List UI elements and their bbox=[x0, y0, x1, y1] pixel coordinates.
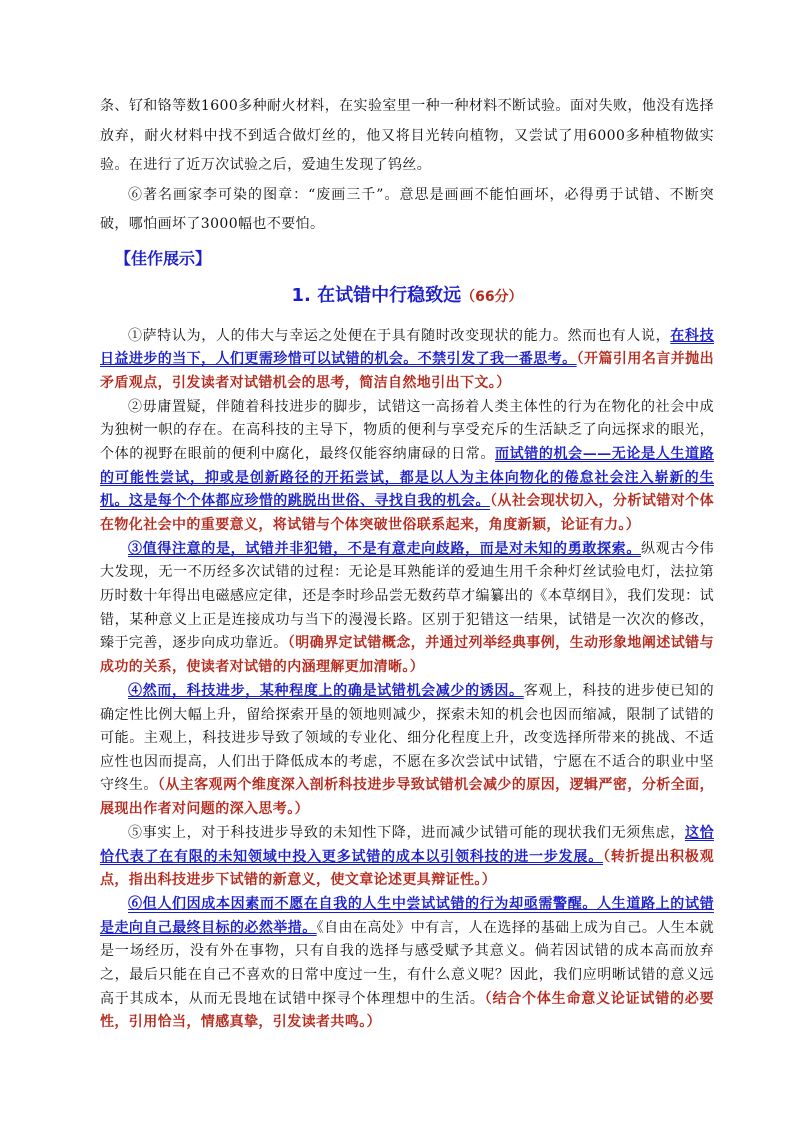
highlighted-sentence: 而试错的机会——无论是人生道路的可能性尝试，抑或是创新路径的开拓尝试，都是以人为主体向物化的倦怠社会注入崭新的生机。这是每个个体都应珍惜的跳脱出世俗、寻找自我的机会。 bbox=[100, 445, 714, 510]
highlighted-sentence: 在科技日益进步的当下，人们更需珍惜可以试错的机会。不禁引发了我一番思考。 bbox=[100, 327, 714, 368]
essay-paragraph-2 bbox=[100, 396, 714, 538]
paragraph-text: ⑤事实上，对于科技进步导致的未知性下降，进而减少试错可能的现状我们无须焦虑， bbox=[128, 824, 685, 841]
annotation-comment: （明确界定试错概念，并通过列举经典事例，生动形象地阐述试错与成功的关系，使读者对试错的内涵理解更加清晰。） bbox=[100, 635, 715, 675]
essay-paragraph-6 bbox=[100, 893, 714, 1035]
essay-title-text: 1. 在试错中行稳致远 bbox=[291, 284, 462, 306]
annotation-comment: （转折提出积极观点，指出科技进步下试错的新意义，使文章论述更具辩证性。） bbox=[100, 848, 714, 889]
annotation-comment: （结合个体生命意义论证试错的必要性，引用恰当，情感真挚，引发读者共鸣。） bbox=[100, 990, 714, 1031]
essay-paragraph-1 bbox=[100, 325, 714, 396]
essay-score: （66分） bbox=[461, 288, 523, 305]
paragraph-text: 纵观古今伟大发现，无一不历经多次试错的过程：无论是耳熟能详的爱迪生用千余种灯丝试验电灯，法拉第历时数十年得出电磁感应定律，还是李时珍品尝无数药草才编纂出的《本草纲目》，我们发现：试错，某种意义上正是连接成功与当下的漫漫长路。区别于犯错这一结果，试错是一次次的修改，臻于完善，逐步向成功靠近。 bbox=[100, 540, 715, 652]
paragraph-text: 客观上，科技的进步使已知的确定性比例大幅上升，留给探索开垦的领地则减少，探索未知的机会也因而缩减，限制了试错的可能。主观上，科技进步导致了领域的专业化、细分化程度上升，改变选择所带来的挑战、不适应性也因而提高，人们出于降低成本的考虑，不愿在多次尝试中试错，宁愿在不适合的职业中坚守终生。 bbox=[100, 682, 714, 794]
annotation-comment: （开篇引用名言并抛出矛盾观点，引发读者对试错机会的思考，简洁自然地引出下文。） bbox=[100, 351, 714, 391]
intro-paragraph-edison: 条、钌和铬等数1600多种耐火材料，在实验室里一种一种材料不断试验。面对失败，他没有选择放弃，耐火材料中找不到适合做灯丝的，他又将目光转向植物，又尝试了用6000多种植物做实验。在进行了近万次试验之后，爱迪生发现了钨丝。 bbox=[100, 98, 714, 173]
paragraph-text: ①萨特认为，人的伟大与幸运之处便在于具有随时改变现状的能力。然而也有人说， bbox=[128, 327, 671, 344]
highlighted-sentence: 这恰恰代表了在有限的未知领域中投入更多试错的成本以引领科技的进一步发展。 bbox=[100, 824, 714, 865]
highlighted-sentence: ④然而，科技进步，某种程度上的确是试错机会减少的诱因。 bbox=[128, 682, 524, 699]
essay-paragraph-4 bbox=[100, 680, 714, 822]
essay-title bbox=[100, 282, 714, 311]
section-label: 【佳作展示】 bbox=[115, 248, 212, 268]
essay-paragraph-5 bbox=[100, 822, 714, 893]
essay-paragraph-3 bbox=[100, 538, 714, 680]
annotation-comment: （从主客观两个维度深入剖析科技进步导致试错机会减少的原因，逻辑严密，分析全面，展现出作者对问题的深入思考。） bbox=[100, 777, 714, 817]
highlighted-sentence: ③值得注意的是，试错并非犯错，不是有意走向歧路，而是对未知的勇敢探索。 bbox=[128, 540, 641, 557]
paragraph-text: ②毋庸置疑，伴随着科技进步的脚步，试错这一高扬着人类主体性的行为在物化的社会中成为独树一帜的存在。在高科技的主导下，物质的便利与享受充斥的生活缺乏了向远探求的眼光，个体的视野在眼前的便利中腐化，最终仅能容纳庸碌的日常。 bbox=[100, 398, 714, 462]
page-content bbox=[100, 92, 714, 1035]
highlighted-sentence: ⑥但人们因成本因素而不愿在自我的人生中尝试试错的行为却亟需警醒。人生道路上的试错是走向自己最终目标的必然举措。 bbox=[100, 896, 714, 936]
intro-paragraph-li-keran: ⑥著名画家李可染的图章：“废画三千”。意思是画画不能怕画坏，必得勇于试错、不断突破，哪怕画坏了3000幅也不要怕。 bbox=[100, 186, 714, 232]
annotation-comment: （从社会现状切入，分析试错对个体在物化社会中的重要意义，将试错与个体突破世俗联系起来，角度新颖，论证有力。） bbox=[100, 493, 714, 533]
essay-body bbox=[100, 325, 714, 1035]
paragraph-text: 《自由在高处》中有言，人在选择的基础上成为自己。人生本就是一场经历，没有外在事物，只有自我的选择与感受赋予其意义。倘若因试错的成本高而放弃之，最后只能在自己不喜欢的日常中度过一生，有什么意义呢？因此，我们应明晰试错的意义远高于其成本，从而无畏地在试错中探寻个体理想中的生活。 bbox=[100, 919, 714, 1007]
